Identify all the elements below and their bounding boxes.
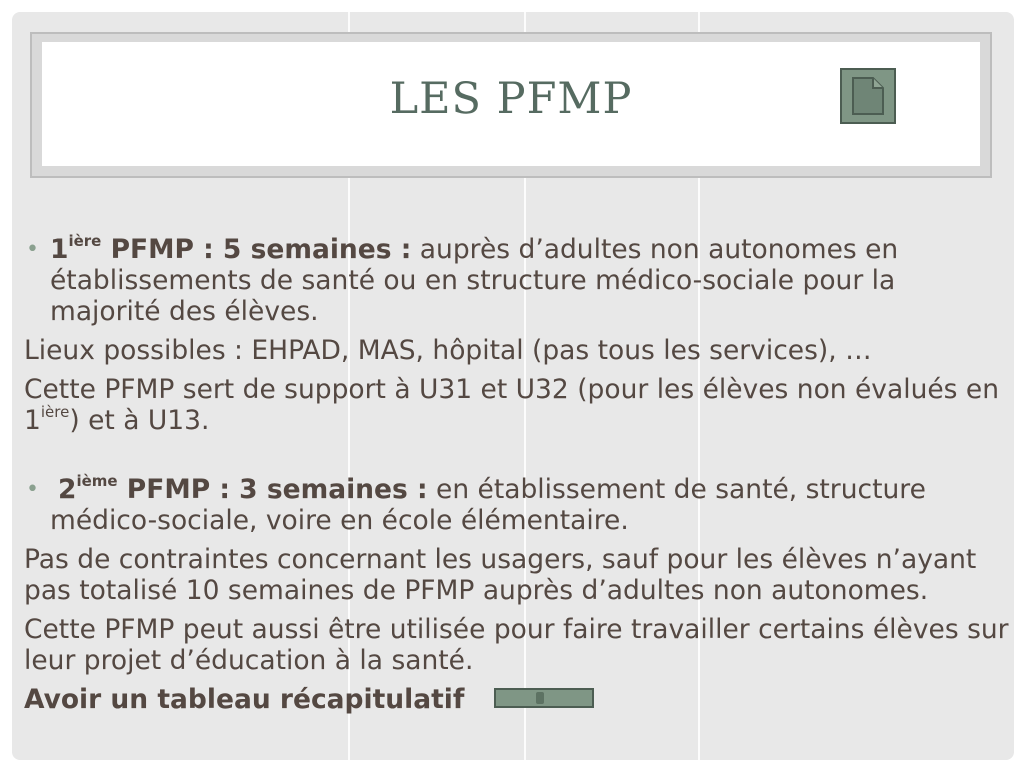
summary-text: Avoir un tableau récapitulatif bbox=[24, 684, 465, 715]
support-text-end: ) et à U13. bbox=[69, 405, 210, 436]
pfmp-2-heading: PFMP : 3 semaines : bbox=[117, 474, 428, 505]
title-frame bbox=[30, 32, 992, 178]
title-box bbox=[42, 42, 980, 166]
bullet-icon: • bbox=[26, 477, 39, 502]
paragraph-contraintes: Pas de contraintes concernant les usagers, sauf pour les élèves n’ayant pas totalisé 10 semaines de PFMP auprès d’adultes non autonomes. bbox=[24, 544, 977, 606]
paragraph-lieux: Lieux possibles : EHPAD, MAS, hôpital (pas tous les services), … bbox=[24, 335, 872, 366]
pfmp-1-number: 1 bbox=[50, 234, 69, 265]
pfmp-1-description: auprès d’adultes non autonomes en établissements de santé ou en structure médico-sociale pour la majorité des élèves. bbox=[50, 234, 899, 327]
document-icon-glyph bbox=[851, 76, 885, 116]
pfmp-1-heading: PFMP : 5 semaines : bbox=[101, 234, 412, 265]
slide-title: LES PFMP bbox=[389, 74, 633, 124]
pfmp-2-number: 2 bbox=[58, 474, 77, 505]
paragraph-support bbox=[24, 374, 1009, 436]
list-item-pfmp-1 bbox=[24, 234, 1009, 327]
slide bbox=[12, 12, 1014, 760]
list-item-pfmp-2 bbox=[24, 474, 1009, 536]
slider-icon[interactable] bbox=[494, 688, 594, 708]
pfmp-1-superscript: ière bbox=[68, 232, 102, 251]
support-text-start: Cette PFMP sert de support à U31 et U32 (pour les élèves non évalués en 1 bbox=[24, 374, 1000, 436]
pfmp-2-description: en établissement de santé, structure médico-sociale, voire en école élémentaire. bbox=[50, 474, 926, 536]
paragraph-projet: Cette PFMP peut aussi être utilisée pour faire travailler certains élèves sur leur projet d’éducation à la santé. bbox=[24, 614, 1009, 676]
pfmp-2-superscript: ième bbox=[76, 472, 118, 491]
slider-knob[interactable] bbox=[536, 692, 544, 704]
slide-body bbox=[24, 234, 1009, 715]
document-icon[interactable] bbox=[840, 68, 896, 124]
support-superscript: ière bbox=[40, 403, 70, 422]
bullet-icon: • bbox=[26, 237, 39, 262]
paragraph-summary bbox=[24, 684, 1009, 715]
